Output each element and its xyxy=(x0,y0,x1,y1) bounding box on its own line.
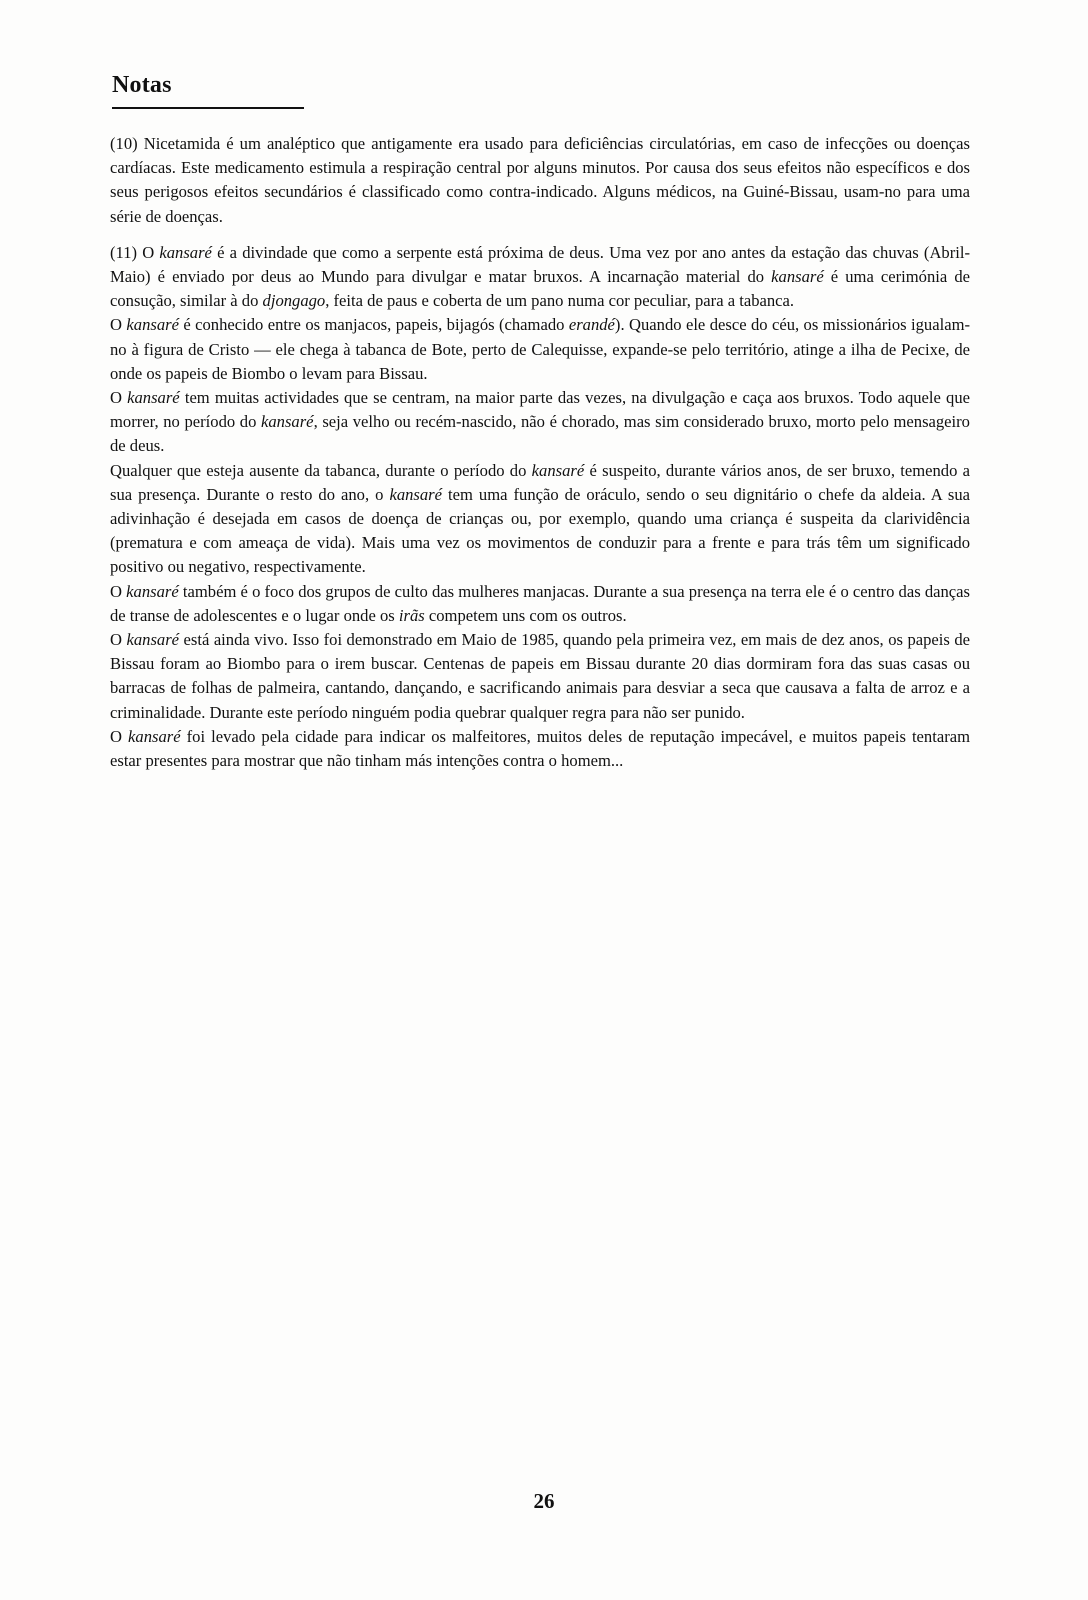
text-run: é uma cerimónia de consução, similar à do xyxy=(110,267,970,311)
text-run: O xyxy=(110,581,127,601)
note-11 xyxy=(110,241,970,773)
text-run: está ainda vivo. Isso foi demonstrado em Maio de 1985, quando pela primeira vez, em mais de dez anos, os papeis de Bissau foram ao Biombo para o irem buscar. Centenas de papeis em Bissau durante 20 dias dormiram fora das suas casas ou barracas de folhas de palmeira, cantando, dançando, e sacrificando animais para desviar a seca que causava a falta de arroz e a criminalidade. Durante este período ninguém podia quebrar qualquer regra para não ser punido. xyxy=(110,630,970,722)
note-11-paragraph-5 xyxy=(110,580,970,628)
text-run: O xyxy=(110,726,129,746)
text-run: também é o foco dos grupos de culto das mulheres manjacas. Durante a sua presença na terra ele é o centro das danças de transe de adolescentes e o lugar onde os xyxy=(110,581,970,625)
text-run: O xyxy=(110,630,127,650)
text-run: ). Quando ele desce do céu, os missionários igualam-no à figura de Cristo — ele chega à tabanca de Bote, perto de Calequisse, expande-se pelo território, atinge a ilha de Pecixe, de onde os papeis de Biombo o levam para Bissau. xyxy=(110,315,971,383)
italic-term: kansaré xyxy=(126,581,179,601)
note-10 xyxy=(110,132,970,229)
italic-term: kansaré xyxy=(126,630,180,650)
italic-term: erandé xyxy=(568,315,615,335)
text-run: (11) O xyxy=(110,242,160,262)
text-run: O xyxy=(110,388,128,408)
heading-underline xyxy=(112,107,304,109)
italic-term: kansaré xyxy=(389,484,442,504)
text-run: , feita de paus e coberta de um pano numa cor peculiar, para a tabanca. xyxy=(325,291,795,311)
italic-term: kansaré xyxy=(531,460,585,480)
note-11-paragraph-7 xyxy=(110,725,970,773)
text-run: é conhecido entre os manjacos, papeis, bijagós (chamado xyxy=(178,315,569,335)
italic-term: kansaré xyxy=(128,726,181,746)
italic-term: kansaré xyxy=(126,315,179,335)
note-11-paragraph-1 xyxy=(110,241,970,314)
note-11-paragraph-2 xyxy=(110,313,970,386)
text-run: foi levado pela cidade para indicar os malfeitores, muitos deles de reputação impecável, e muitos papeis tentaram estar presentes para mostrar que não tinham más intenções contra o homem... xyxy=(110,726,970,771)
text-run: Qualquer que esteja ausente da tabanca, durante o período do xyxy=(110,460,532,480)
italic-term: djongago xyxy=(262,291,326,311)
italic-term: kansaré xyxy=(771,267,824,287)
notes-body xyxy=(110,132,970,785)
italic-term: irãs xyxy=(398,605,425,625)
italic-term: kansaré xyxy=(127,388,180,408)
note-10-paragraph: (10) Nicetamida é um analéptico que antigamente era usado para deficiências circulatórias, em caso de infecções ou doenças cardíacas. Este medicamento estimula a respiração central por alguns minutos. Por causa dos seus efeitos não específicos e dos seus perigosos efeitos secundários é classificado como contra-indicado. Alguns médicos, na Guiné-Bissau, usam-no para uma série de doenças. xyxy=(110,134,970,226)
note-11-paragraph-4 xyxy=(110,459,970,580)
note-11-paragraph-6 xyxy=(110,628,970,725)
page-number: 26 xyxy=(533,1489,555,1513)
section-heading: Notas xyxy=(112,72,172,98)
text-run: é suspeito, durante vários anos, de ser bruxo, temendo a sua presença. Durante o resto do ano, o xyxy=(110,460,970,504)
text-run: , seja velho ou recém-nascido, não é chorado, mas sim considerado bruxo, morto pelo mensageiro de deus. xyxy=(110,412,970,456)
text-run: é a divindade que como a serpente está próxima de deus. Uma vez por ano antes da estação das chuvas (Abril-Maio) é enviado por deus ao Mundo para divulgar e matar bruxos. A incarnação material do xyxy=(110,242,970,287)
text-run: tem muitas actividades que se centram, na maior parte das vezes, na divulgação e caça aos bruxos. Todo aquele que morrer, no período do xyxy=(110,388,970,432)
text-run: tem uma função de oráculo, sendo o seu dignitário o chefe da aldeia. A sua adivinhação é desejada em casos de doença de crianças ou, por exemplo, quando uma criança é suspeita da clarividência (prematura e com ameaça de vida). Mais uma vez os movimentos de conduzir para a frente e para trás têm um significado positivo ou negativo, respectivamente. xyxy=(110,484,970,577)
text-run: competem uns com os outros. xyxy=(424,605,627,625)
italic-term: kansaré xyxy=(261,412,314,432)
text-run: O xyxy=(110,315,127,335)
italic-term: kansaré xyxy=(159,242,212,262)
note-11-paragraph-3 xyxy=(110,386,970,459)
